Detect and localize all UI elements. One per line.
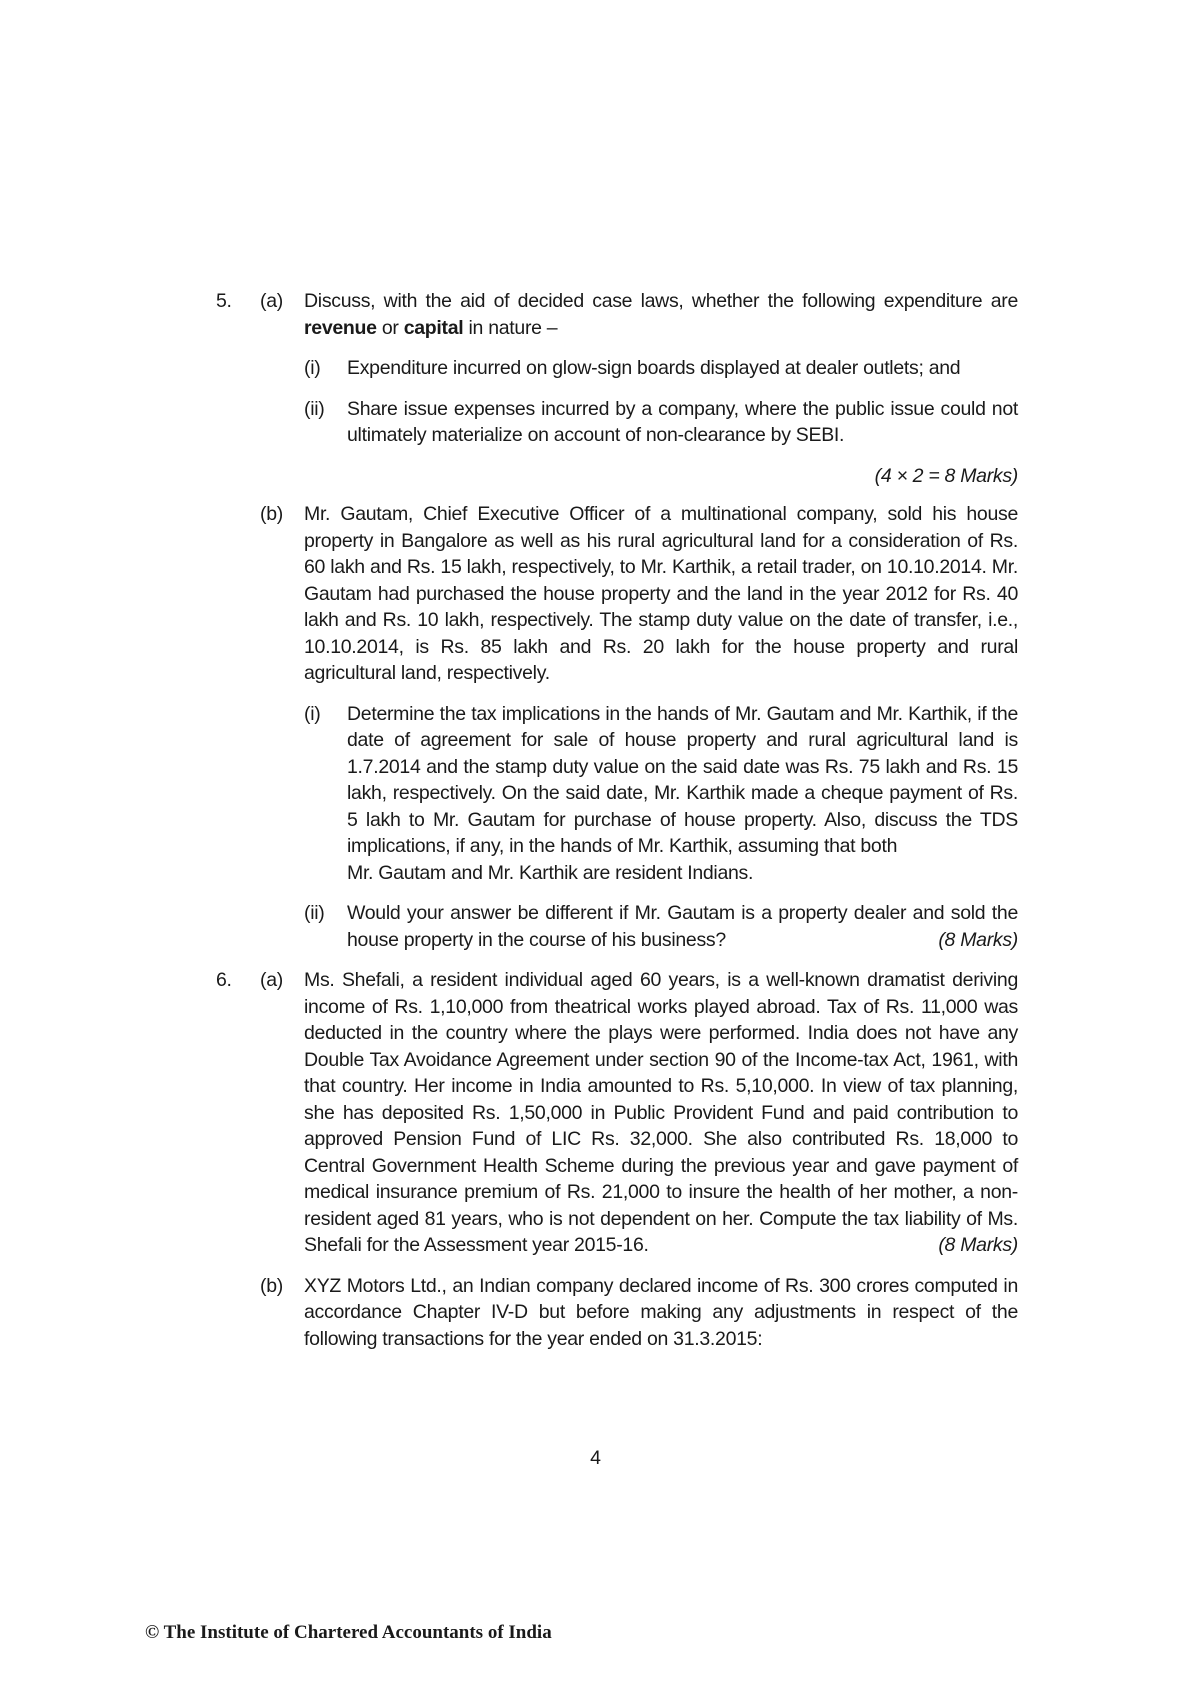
- question-number: 6.: [216, 969, 232, 991]
- marks-6a: (8 Marks): [938, 1234, 1018, 1256]
- question-6: [216, 967, 1018, 1352]
- question-5b-ii: [216, 900, 1018, 953]
- question-6b: [216, 1273, 1018, 1353]
- marks-5b: (8 Marks): [938, 928, 1018, 951]
- sub-text: Would your answer be different if Mr. Gautam is a property dealer and sold the house property in the course of his business?: [347, 902, 1018, 951]
- sub-label: (ii): [304, 397, 325, 420]
- sub-label: (i): [304, 357, 321, 379]
- part-label: (b): [260, 503, 283, 525]
- marks-5a: (4 × 2 = 8 Marks): [874, 464, 1018, 487]
- sub-label: (ii): [304, 902, 325, 924]
- footer-copyright: © The Institute of Chartered Accountants of India: [145, 1622, 552, 1643]
- question-6a-text: Ms. Shefali, a resident individual aged 60 years, is a well-known dramatist deriving income of Rs. 1,10,000 from theatrical works played abroad. Tax of Rs. 11,000 was deducted in the country where the plays were performed. India does not have any Double Tax Avoidance Agreement under section 90 of the Income-tax Act, 1961, with that country. Her income in India amounted to Rs. 5,10,000. In view of tax planning, she has deposited Rs. 1,50,000 in Public Provident Fund and paid contribution to approved Pension Fund of LIC Rs. 32,000. She also contributed Rs. 18,000 to Central Government Health Scheme during the previous year and gave payment of medical insurance premium of Rs. 21,000 to insure the health of her mother, a non-resident aged 81 years, who is not dependent on her. Compute the tax liability of Ms. Shefali for the Assessment year 2015-16.: [304, 969, 1018, 1256]
- question-6a: [216, 967, 1018, 1259]
- question-5a-ii: [216, 396, 1018, 449]
- bold-capital: capital: [403, 316, 464, 339]
- question-5a-i: [216, 355, 1018, 382]
- question-5b: [216, 501, 1018, 687]
- bold-revenue: revenue: [304, 316, 377, 339]
- part-label: (b): [260, 1274, 283, 1297]
- exam-page-content: [216, 288, 1018, 1352]
- question-5a-intro: Discuss, with the aid of decided case laws, whether the following expenditure are revenue or capital in nature –: [304, 290, 1018, 339]
- sub-text-continued: Mr. Gautam and Mr. Karthik are resident Indians.: [347, 861, 754, 884]
- page-number: 4: [590, 1447, 601, 1469]
- question-5: [216, 288, 1018, 953]
- sub-text: Determine the tax implications in the hands of Mr. Gautam and Mr. Karthik, if the date of agreement for sale of house property and rural agricultural land is 1.7.2014 and the stamp duty value on the said date was Rs. 75 lakh and Rs. 15 lakh, respectively. On the said date, Mr. Karthik made a cheque payment of Rs. 5 lakh to Mr. Gautam for purchase of house property. Also, discuss the TDS implications, if any, in the hands of Mr. Karthik, assuming that both: [347, 702, 1018, 857]
- sub-text: Expenditure incurred on glow-sign boards displayed at dealer outlets; and: [347, 357, 961, 379]
- part-label: (a): [260, 969, 283, 991]
- question-5b-text: Mr. Gautam, Chief Executive Officer of a multinational company, sold his house property in Bangalore as well as his rural agricultural land for a consideration of Rs. 60 lakh and Rs. 15 lakh, respectively, to Mr. Karthik, a retail trader, on 10.10.2014. Mr. Gautam had purchased the house property and the land in the year 2012 for Rs. 40 lakh and Rs. 10 lakh, respectively. The stamp duty value on the date of transfer, i.e., 10.10.2014, is Rs. 85 lakh and Rs. 20 lakh for the house property and rural agricultural land, respectively.: [304, 503, 1018, 684]
- question-5a: [216, 288, 1018, 341]
- sub-text: Share issue expenses incurred by a company, where the public issue could not ultimately materialize on account of non-clearance by SEBI.: [347, 397, 1018, 446]
- sub-label: (i): [304, 702, 321, 725]
- question-5b-i: [216, 701, 1018, 887]
- part-label: (a): [260, 290, 283, 312]
- question-6b-text: XYZ Motors Ltd., an Indian company declared income of Rs. 300 crores computed in accordance Chapter IV-D but before making any adjustments in respect of the following transactions for the year ended on 31.3.2015:: [304, 1274, 1018, 1350]
- question-number: 5.: [216, 290, 232, 312]
